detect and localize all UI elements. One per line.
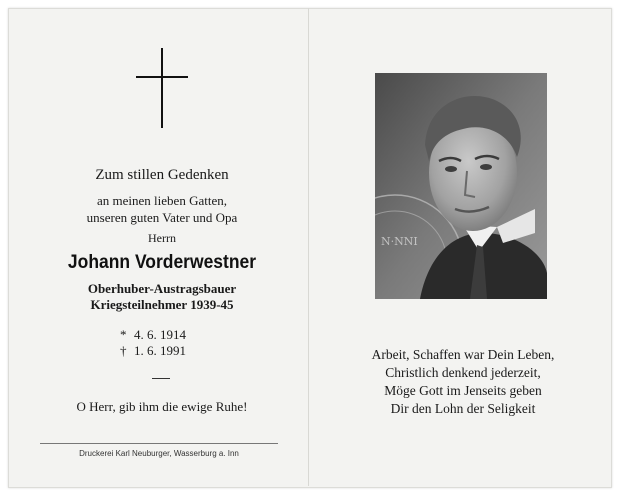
occupation-line-1: Oberhuber-Austragsbauer <box>87 281 237 296</box>
card-fold <box>308 8 309 486</box>
death-row <box>120 343 186 359</box>
birth-row <box>120 327 186 343</box>
birth-date: 4. 6. 1914 <box>134 327 186 342</box>
death-symbol: † <box>120 343 127 358</box>
printer-credit: Druckerei Karl Neuburger, Wasserburg a. Inn <box>79 449 239 458</box>
dedication-line-1: an meinen lieben Gatten, <box>97 193 227 208</box>
cross-vertical-bar <box>161 48 163 128</box>
footer-rule <box>40 443 278 444</box>
poem-line-2: Christlich denkend jederzeit, <box>385 365 541 380</box>
poem-line-3: Möge Gott im Jenseits geben <box>384 383 542 398</box>
portrait-photo <box>375 73 547 299</box>
portrait-image <box>375 73 547 299</box>
separator-dash <box>152 378 170 379</box>
salutation: Herrn <box>148 231 176 245</box>
birth-symbol: * <box>120 327 127 342</box>
cross-horizontal-bar <box>136 76 188 78</box>
memorial-heading: Zum stillen Gedenken <box>95 167 229 183</box>
prayer-line: O Herr, gib ihm die ewige Ruhe! <box>76 399 248 414</box>
photo-inscription: N·NNI <box>381 235 418 248</box>
poem-line-4: Dir den Lohn der Seligkeit <box>390 401 536 416</box>
dedication-line-2: unseren guten Vater und Opa <box>86 210 238 225</box>
occupation-line-2: Kriegsteilnehmer 1939-45 <box>90 297 234 312</box>
deceased-name: Johann Vorderwestner <box>67 252 257 273</box>
death-date: 1. 6. 1991 <box>134 343 186 358</box>
poem-line-1: Arbeit, Schaffen war Dein Leben, <box>371 347 555 362</box>
